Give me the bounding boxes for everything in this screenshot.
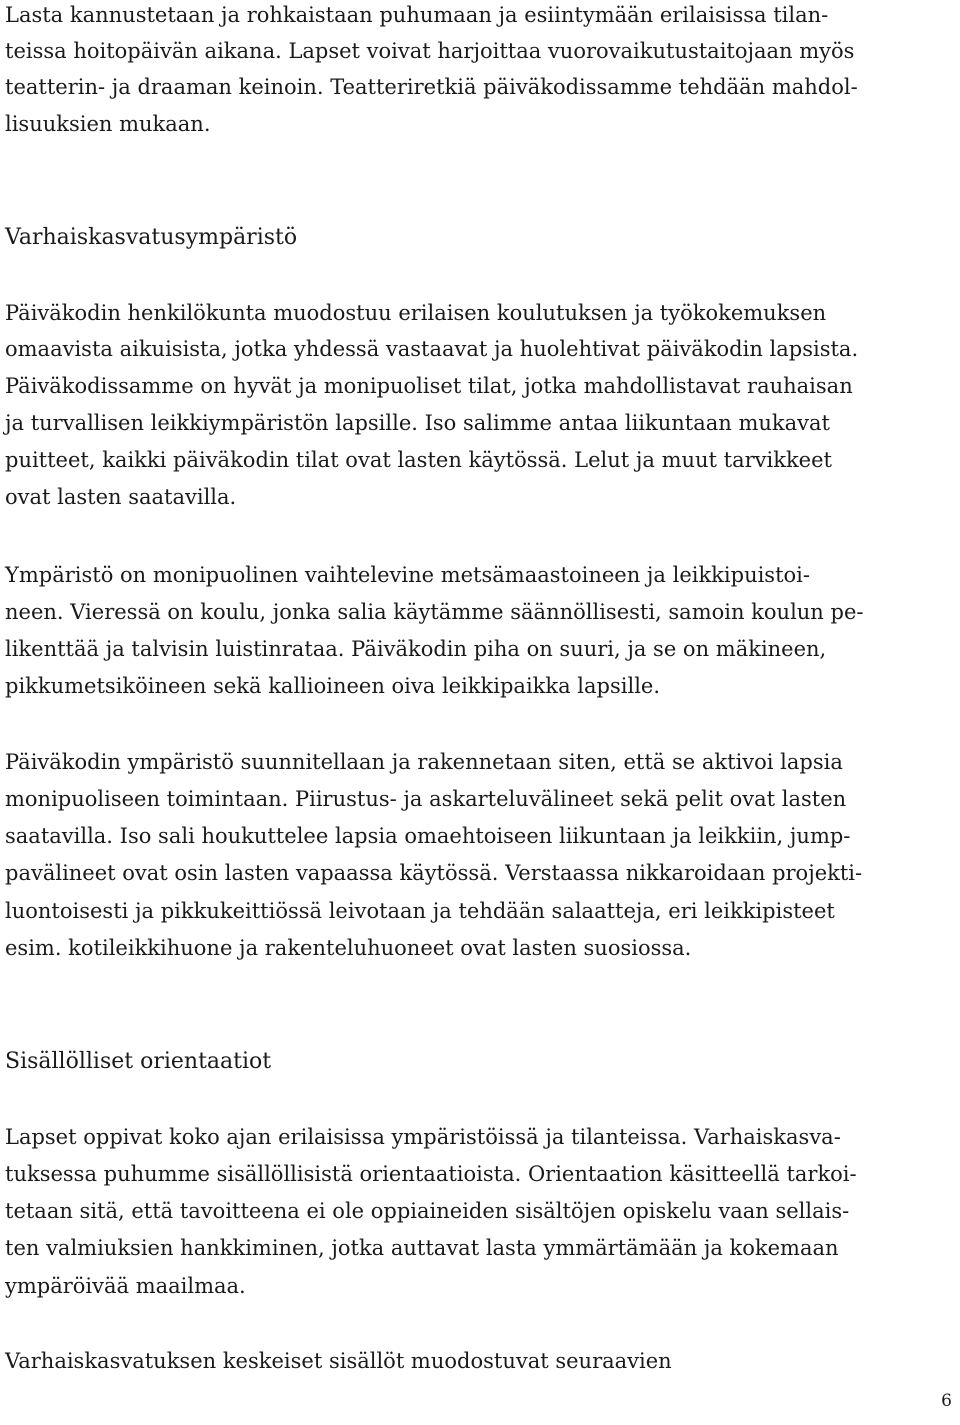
paragraph-line: saatavilla. Iso sali houkuttelee lapsia omaehtoiseen liikuntaan ja leikkiin, jump- [5, 824, 851, 848]
section-heading-environment: Varhaiskasvatusympäristö [5, 225, 298, 250]
paragraph-line: Lapset oppivat koko ajan erilaisissa ympäristöissä ja tilanteissa. Varhaiskasva- [5, 1125, 841, 1149]
paragraph-line: tetaan sitä, että tavoitteena ei ole oppiaineiden sisältöjen opiskelu vaan sellais- [5, 1199, 850, 1223]
paragraph-line: Päiväkodissamme on hyvät ja monipuoliset tilat, jotka mahdollistavat rauhaisan [5, 374, 853, 398]
paragraph-line: omaavista aikuisista, jotka yhdessä vastaavat ja huolehtivat päiväkodin lapsista. [5, 337, 859, 361]
intro-line: teissa hoitopäivän aikana. Lapset voivat harjoittaa vuorovaikutustaitojaan myös [5, 39, 855, 63]
paragraph-line: Päiväkodin ympäristö suunnitellaan ja rakennetaan siten, että se aktivoi lapsia [5, 750, 843, 774]
paragraph-line: Päiväkodin henkilökunta muodostuu erilaisen koulutuksen ja työkokemuksen [5, 301, 827, 325]
paragraph-line: luontoisesti ja pikkukeittiössä leivotaan ja tehdään salaatteja, eri leikkipisteet [5, 899, 835, 923]
page-number: 6 [941, 1391, 952, 1411]
paragraph-line: ympäröivää maailmaa. [5, 1274, 246, 1298]
intro-line: lisuuksien mukaan. [5, 112, 211, 136]
paragraph-line: ovat lasten saatavilla. [5, 485, 237, 509]
paragraph-line: neen. Vieressä on koulu, jonka salia käytämme säännöllisesti, samoin koulun pe- [5, 600, 864, 624]
paragraph-line: esim. kotileikkihuone ja rakenteluhuoneet ovat lasten suosiossa. [5, 936, 692, 960]
paragraph-line: likenttää ja talvisin luistinrataa. Päiväkodin piha on suuri, ja se on mäkineen, [5, 637, 827, 661]
paragraph-line: pikkumetsiköineen sekä kallioineen oiva leikkipaikka lapsille. [5, 674, 661, 698]
paragraph-line: tuksessa puhumme sisällöllisistä orientaatioista. Orientaation käsitteellä tarkoi- [5, 1162, 857, 1186]
section-heading-orientation: Sisällölliset orientaatiot [5, 1049, 272, 1074]
paragraph-line: monipuoliseen toimintaan. Piirustus- ja askarteluvälineet sekä pelit ovat lasten [5, 787, 847, 811]
closing-line: Varhaiskasvatuksen keskeiset sisällöt muodostuvat seuraavien [5, 1349, 672, 1373]
paragraph-line: pavälineet ovat osin lasten vapaassa käytössä. Verstaassa nikkaroidaan projekti- [5, 861, 863, 885]
paragraph-line: ten valmiuksien hankkiminen, jotka auttavat lasta ymmärtämään ja kokemaan [5, 1236, 839, 1260]
intro-line: Lasta kannustetaan ja rohkaistaan puhumaan ja esiintymään erilaisissa tilan- [5, 3, 829, 27]
intro-line: teatterin- ja draaman keinoin. Teatteriretkiä päiväkodissamme tehdään mahdol- [5, 75, 858, 99]
paragraph-line: ja turvallisen leikkiympäristön lapsille. Iso salimme antaa liikuntaan mukavat [5, 411, 830, 435]
paragraph-line: puitteet, kaikki päiväkodin tilat ovat lasten käytössä. Lelut ja muut tarvikkeet [5, 448, 832, 472]
paragraph-line: Ympäristö on monipuolinen vaihtelevine metsämaastoineen ja leikkipuistoi- [5, 563, 810, 587]
